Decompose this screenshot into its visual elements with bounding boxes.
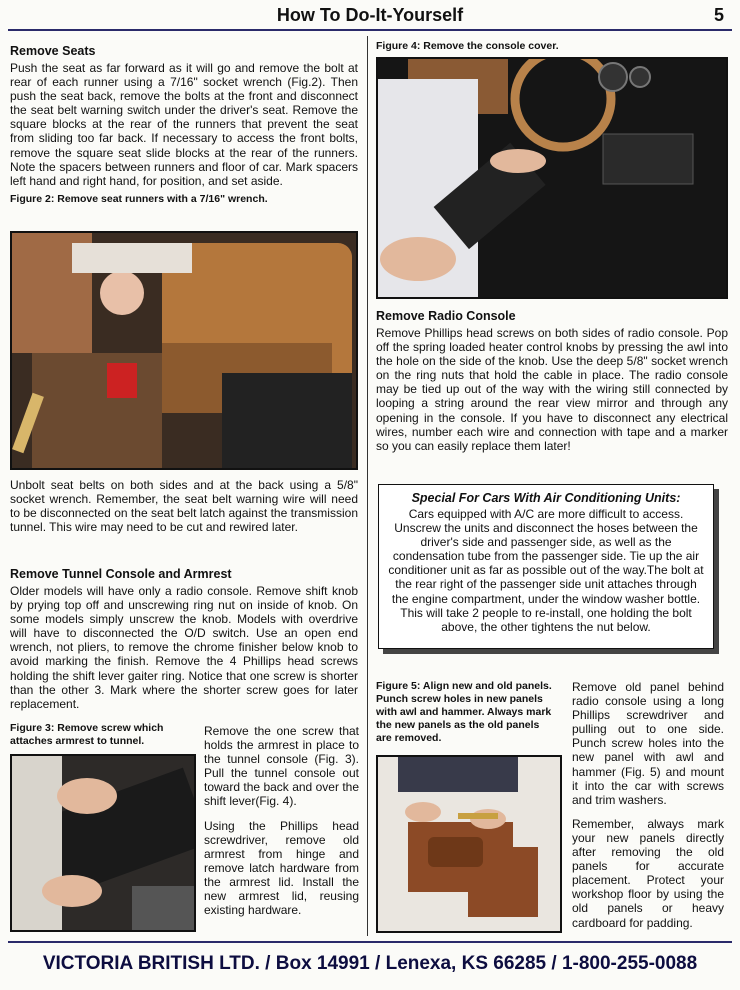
callout-heading: Special For Cars With Air Conditioning Units: [411, 491, 681, 505]
figure-2-photo [10, 231, 358, 470]
armrest-text [204, 724, 359, 917]
figure-2-caption: Figure 2: Remove seat runners with a 7/16" wrench. [10, 192, 268, 205]
section-body: Unbolt seat belts on both sides and at the back using a 5/8" socket wrench. Remember, the seat belt warning wire will need to be disconnected on the seat belt latch against the transmission tunnel. This wire may need to be cut and rewired later. [10, 478, 358, 535]
figure-5-caption: Figure 5: Align new and old panels. Punch screw holes in new panels with awl and hammer. Always mark the new panels as the old panels are removed. [376, 680, 552, 744]
figure-3-photo [10, 754, 196, 932]
callout-body: Cars equipped with A/C are more difficult to access. Unscrew the units and disconnect the hoses between the driver's side and passenger side, as well as the condensation tube from the passenger side. Tie up the air conditioner unit as far as possible out of the way.The bolt at the rear right of the passenger side unit attaches through the engine compartment, under the window washer bottle. This will take 2 people to re-install, one holding the bolt above, the other tightens the nut below. [388, 507, 704, 634]
section-remove-seats [10, 44, 358, 206]
page-header-title: How To Do-It-Yourself [276, 5, 464, 25]
panels-text [572, 680, 724, 930]
section-seat-belts [10, 478, 358, 534]
footer-rule [8, 941, 732, 943]
figure-3-caption: Figure 3: Remove screw which attaches armrest to tunnel. [10, 722, 164, 747]
section-heading: Remove Seats [10, 44, 96, 58]
figure-5-photo [376, 755, 562, 933]
paragraph: Remove the one screw that holds the armrest in place to the tunnel console (Fig. 3). Pull the tunnel console out toward the back and over the shift lever(Fig. 4). [204, 724, 359, 809]
section-body: Remove Phillips head screws on both sides of radio console. Pop off the spring loaded heater control knobs by pressing the awl into the hole on the side of the knob. Use the deep 5/8" socket wrench on the ring nuts that hold the cable in place. The radio console may be tied up out of the way with the wiring still connected by looping a string around the rear view mirror and through any opening in the console. If you have to disconnect any electrical wires, number each wire and connection with tape and a marker so you can easily replace them later! [376, 326, 728, 453]
section-body: Push the seat as far forward as it will go and remove the bolt at rear of each runner using a 7/16" socket wrench (Fig.2). Then push the seat back, remove the bolts at the front and disconnect the seat belt warning switch under the driver's seat. Remove the square blocks at the rear of the runners that prevent the seat from sliding too far back. If necessary to access the front bolts, remove the square seat slide blocks at the rear of the runners. Note the spacers between runners and floor of car. Mark spacers left hand and right hand, for position, and set aside. [10, 61, 358, 188]
section-body: Older models will have only a radio console. Remove shift knob by prying top off and unscrewing ring nut on inside of knob. On some models simply unscrew the knob. Models with overdrive will have to disconnected the O/D switch. Use an open end wrench, not pliers, to remove the chrome finisher below knob to avoid marking the finish. Remove the 4 Phillips head screws holding the shift lever gaiter ring. Notice that one screw is shorter than the other 3. Mark where the shorter screw goes for later replacement. [10, 584, 358, 711]
footer-contact: VICTORIA BRITISH LTD. / Box 14991 / Lenexa, KS 66285 / 1-800-255-0088 [42, 953, 698, 974]
paragraph: Remove old panel behind radio console using a long Phillips screwdriver and pulling out to one side. Punch screw holes into the new panel with awl and hammer (Fig. 5) and mount it into the car with screws and trim washers. [572, 680, 724, 807]
figure-4-photo [376, 57, 728, 299]
section-heading: Remove Radio Console [376, 309, 516, 323]
figure-4-caption: Figure 4: Remove the console cover. [376, 40, 559, 52]
section-tunnel-console [10, 567, 358, 711]
column-divider [367, 36, 368, 936]
air-conditioning-callout [378, 484, 714, 649]
header-rule [8, 29, 732, 31]
page-number: 5 [713, 5, 724, 25]
paragraph: Remember, always mark your new panels directly after removing the old panels for accurate placement. Protect your workshop floor by using the old panels or heavy cardboard for padding. [572, 816, 724, 930]
section-radio-console [376, 309, 728, 453]
paragraph: Using the Phillips head screwdriver, remove old armrest from hinge and remove latch hardware from the armrest lid. Install the new armrest lid, reusing existing hardware. [204, 818, 359, 918]
section-heading: Remove Tunnel Console and Armrest [10, 567, 232, 581]
